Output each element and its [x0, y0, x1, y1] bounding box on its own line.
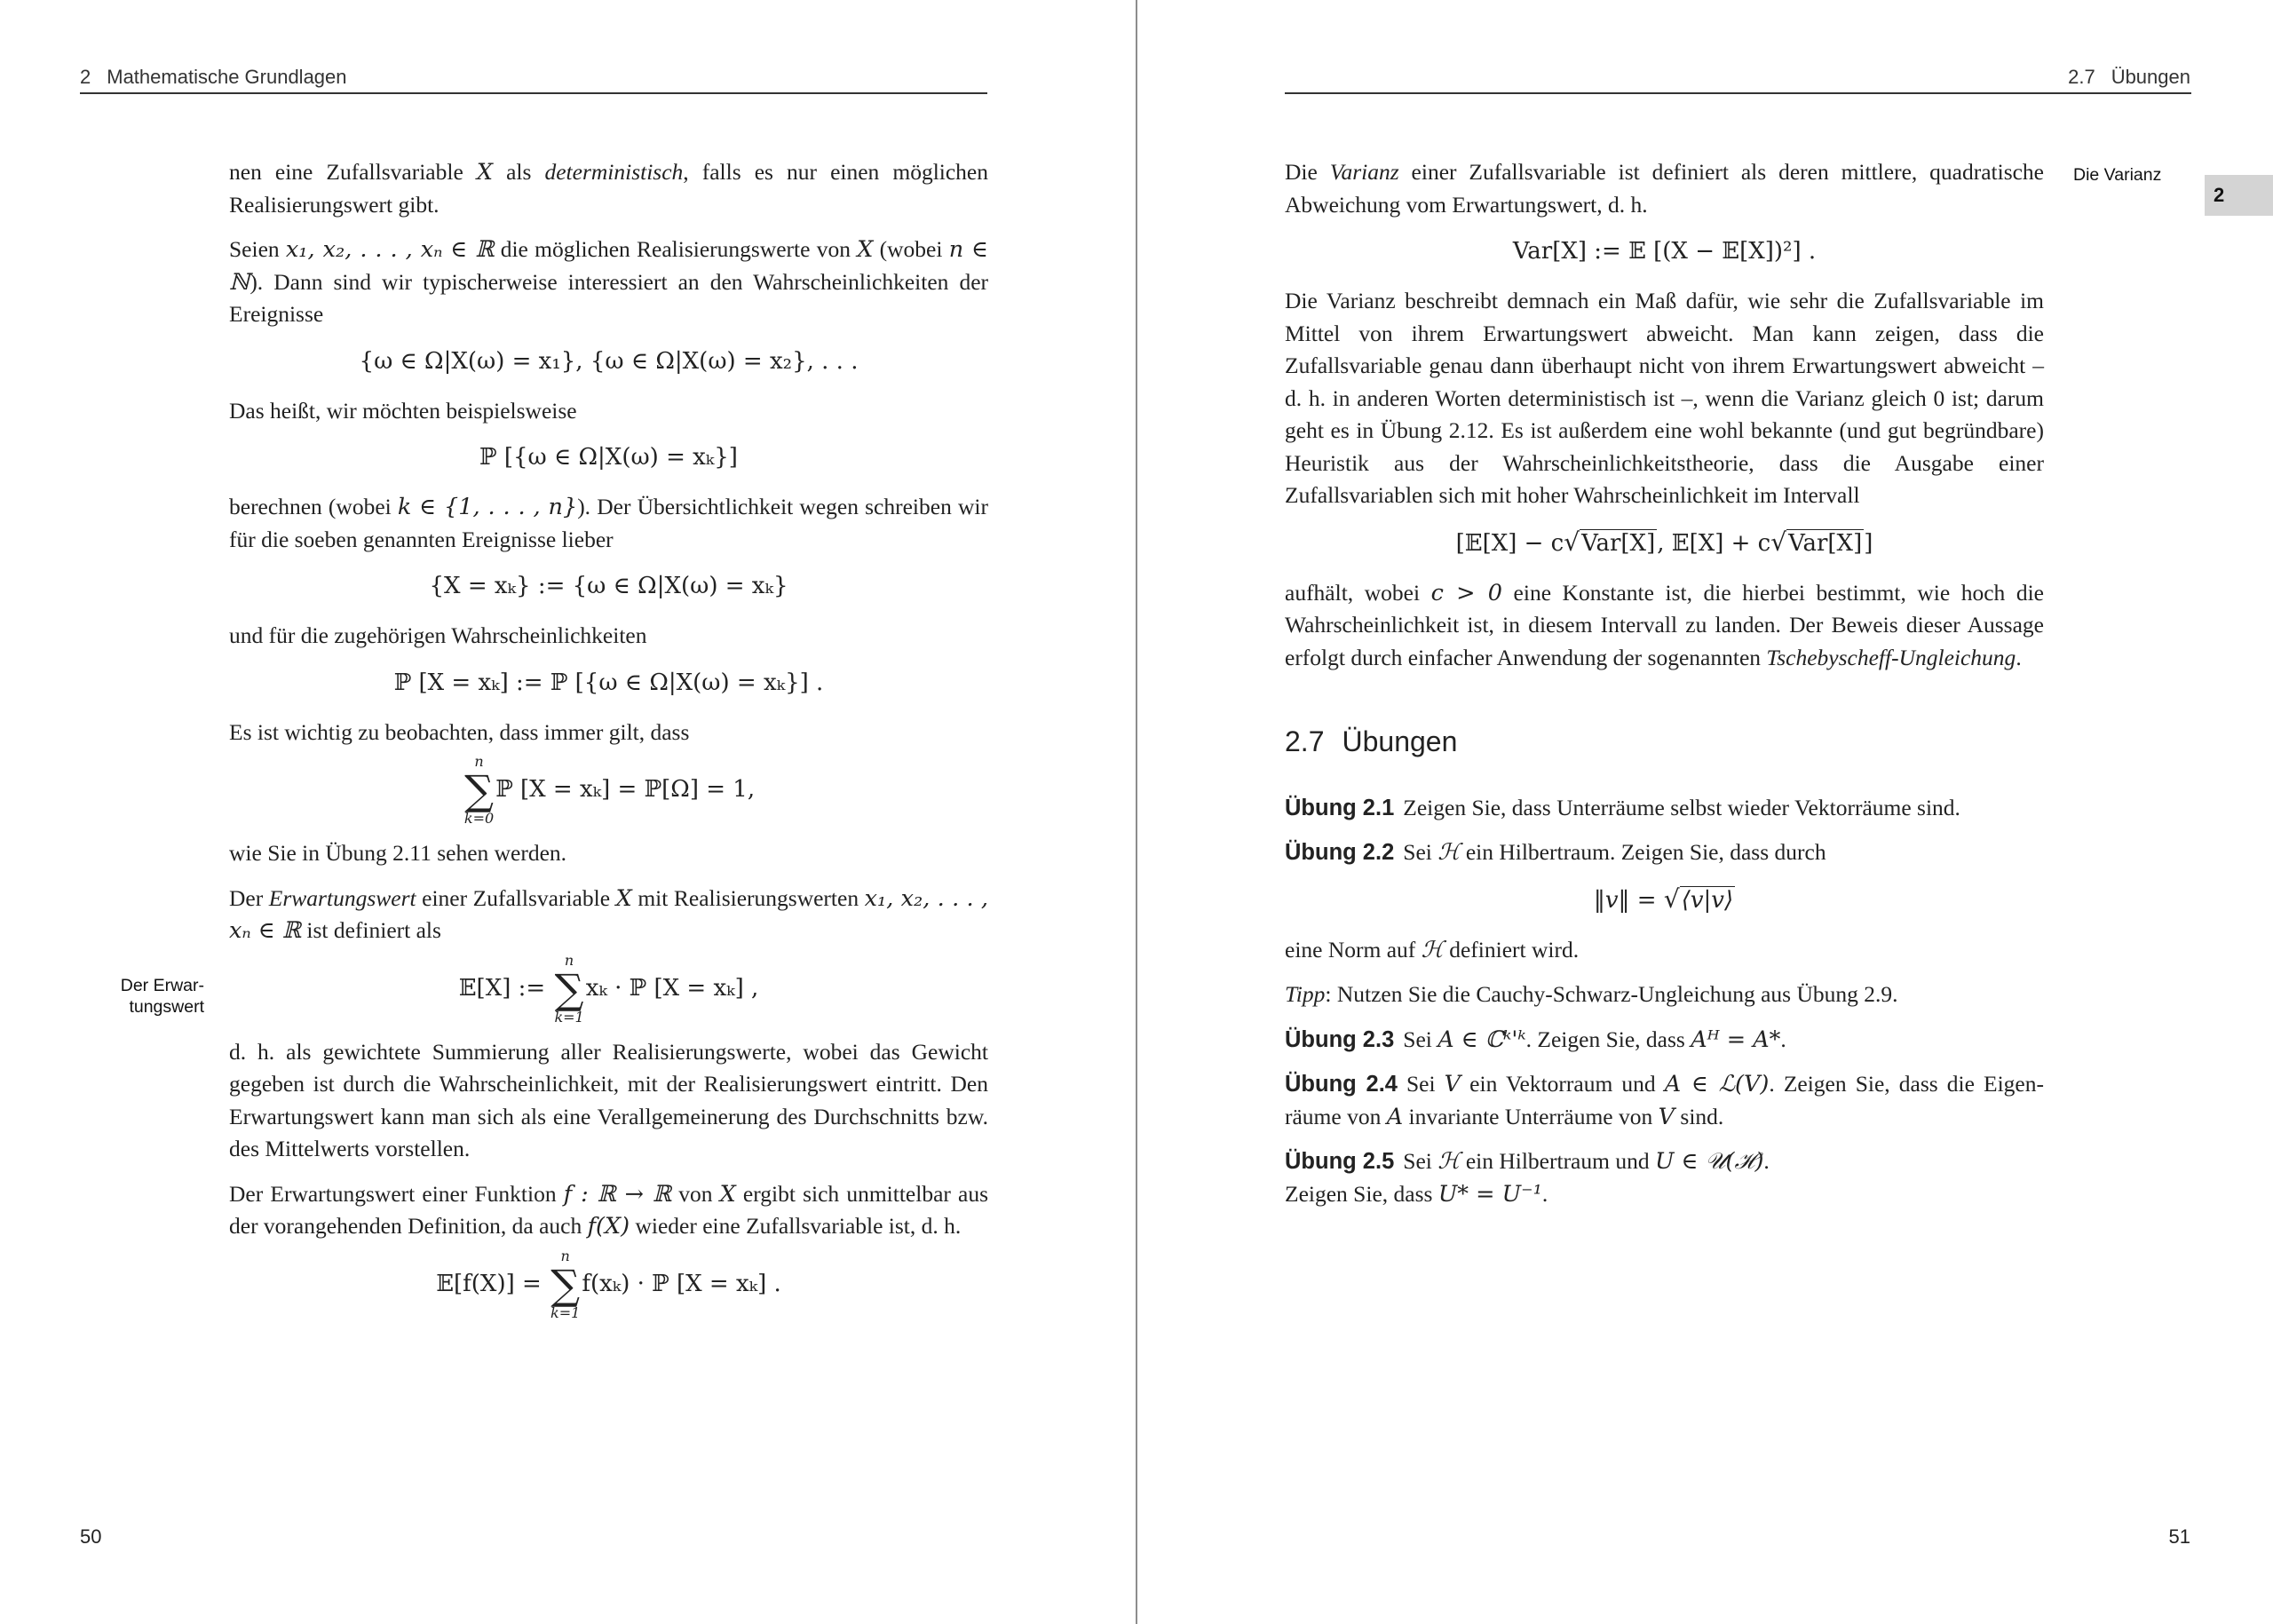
equation-interval: [𝔼[X] − c√Var[X], 𝔼[X] + c√Var[X]] — [1285, 525, 2044, 561]
exercise-2-4: Übung 2.4 Sei V ein Vektorraum und A ∈ ℒ(V). Zeigen Sie, dass die Eigenräume von A invariante Unterräume von V sind. — [1285, 1071, 2044, 1130]
sqrt: √Var[X] — [1770, 527, 1863, 557]
sum-operator: n ∑ k=1 — [550, 1247, 581, 1321]
paragraph: eine Norm auf ℋ definiert wird. — [1285, 936, 1580, 963]
chapter-thumb-tab: 2 — [2205, 175, 2273, 216]
chapter-title: Mathematische Grundlagen — [107, 66, 347, 88]
section-heading: 2.7 Übungen — [1285, 725, 1458, 757]
sum-operator: n ∑ k=0 — [463, 753, 495, 827]
margin-note-erwartungswert: Der Erwar- tungswert — [120, 976, 204, 1017]
left-body-text — [229, 156, 988, 1332]
section-number: 2.7 — [2068, 66, 2095, 88]
paragraph: Seien x₁, x₂, . . . , xₙ ∈ ℝ die möglichen Realisierungswerte von X (wobei n ∈ ℕ). Dann sind wir typischerweise interessiert an den Wahrscheinlichkeiten der Ereignisse — [229, 236, 988, 327]
equation: ℙ [X = xₖ] := ℙ [{ω ∈ Ω|X(ω) = xₖ}] . — [393, 669, 824, 696]
exercise-2-1: Übung 2.1 Zeigen Sie, dass Unterräume selbst wieder Vektorräume sind. — [1285, 794, 1960, 820]
running-head-left — [80, 66, 347, 89]
running-head-right — [2068, 66, 2190, 89]
sum-operator: n ∑ k=1 — [554, 951, 584, 1026]
paragraph: Das heißt, wir möchten beispielsweise — [229, 397, 577, 424]
page-number-left: 50 — [80, 1525, 102, 1548]
paragraph: Es ist wichtig zu beobachten, dass immer gilt, dass — [229, 718, 690, 745]
paragraph-erwartungswert: Der Erwartungswert einer Zufallsvariable X mit Realisierungswerten x₁, x₂, . . . , xₙ ∈ ℝ ist definiert als — [229, 884, 988, 944]
exercise-2-3: Übung 2.3 Sei A ∈ ℂᵏ'ᵏ. Zeigen Sie, dass Aᴴ = A*. — [1285, 1026, 1786, 1053]
right-body-text — [1285, 156, 2044, 1210]
exercise-2-2: Übung 2.2 Sei ℋ ein Hilbertraum. Zeigen Sie, dass durch — [1285, 839, 1826, 866]
margin-note-varianz: Die Varianz — [2073, 165, 2162, 185]
equation: {ω ∈ Ω|X(ω) = x₁}, {ω ∈ Ω|X(ω) = x₂}, . . . — [359, 347, 859, 375]
equation-variance: Var[X] := 𝔼 [(X − 𝔼[X])²] . — [1512, 238, 1817, 265]
paragraph: Der Erwartungswert einer Funktion f : ℝ → ℝ von X ergibt sich unmittelbar aus der vorangehenden Definition, da auch f(X) wieder eine Zufallsvariable ist, d. h. — [229, 1180, 989, 1240]
header-rule — [80, 92, 987, 94]
equation-expectation: 𝔼[X] := n ∑ k=1 xₖ · ℙ [X = xₖ] , — [458, 951, 759, 1026]
sqrt: √⟨v|v⟩ — [1663, 883, 1734, 914]
paragraph: wie Sie in Übung 2.11 sehen werden. — [229, 840, 567, 866]
exercise-2-5: Übung 2.5 Sei ℋ ein Hilbertraum und U ∈ 𝒰(ℋ). Zeigen Sie, dass U* = U⁻¹. — [1285, 1148, 1770, 1208]
paragraph: d. h. als gewichtete Summierung aller Realisierungswerte, wobei das Gewicht gegeben ist durch die Wahrscheinlichkeit, mit der Realisierungswert eintritt. Den Erwartungswert kann man sich als eine Verallgemeinerung des Durchschnitts bzw. des Mittelwerts vorstellen. — [229, 1038, 988, 1161]
equation-norm: ‖v‖ = √⟨v|v⟩ — [1285, 882, 2044, 918]
exercise-tip: Tipp: Nutzen Sie die Cauchy-Schwarz-Ungleichung aus Übung 2.9. — [1285, 981, 1898, 1007]
page-number-right: 51 — [2168, 1525, 2190, 1548]
sqrt: √Var[X] — [1564, 527, 1656, 557]
right-page — [1137, 0, 2273, 1624]
left-page — [0, 0, 1136, 1624]
equation: ℙ [{ω ∈ Ω|X(ω) = xₖ}] — [479, 444, 738, 471]
header-rule — [1285, 92, 2191, 94]
paragraph: nen eine Zufallsvariable X als deterministisch, falls es nur einen möglichen Realisierungswert gibt. — [229, 159, 989, 218]
section-title: Übungen — [2111, 66, 2190, 88]
paragraph: Die Varianz beschreibt demnach ein Maß dafür, wie sehr die Zufallsvariable im Mittel von ihrem Erwartungswert abweicht. Man kann zeigen, dass die Zufallsvariable genau dann überhaupt nicht von ihrem Erwartungswert abweicht – d. h. in anderen Worten deterministisch ist –, wenn die Varianz gleich 0 ist; darum geht es in Übung 2.12. Es ist außerdem eine wohl bekannte (und gut begründbare) Heuristik aus der Wahrscheinlichkeitstheorie, dass die Ausgabe einer Zufallsvariablen sich mit hoher Wahrscheinlichkeit im Intervall — [1285, 288, 2044, 508]
equation: {X = xₖ} := {ω ∈ Ω|X(ω) = xₖ} — [429, 573, 788, 599]
chapter-number: 2 — [80, 66, 91, 88]
equation-sum: n ∑ k=0 ℙ [X = xₖ] = ℙ[Ω] = 1, — [463, 753, 756, 827]
paragraph: aufhält, wobei c > 0 eine Konstante ist, die hierbei bestimmt, wie hoch die Wahrscheinlichkeit ist, in diesem Intervall zu landen. Der Beweis dieser Aussage erfolgt durch einfacher Anwendung der sogenannten Tschebyscheff-Ungleichung. — [1285, 579, 2044, 670]
paragraph: berechnen (wobei k ∈ {1, . . . , n}). Der Übersichtlichkeit wegen schreiben wir für die soeben genannten Ereignisse lieber — [229, 494, 988, 552]
paragraph: und für die zugehörigen Wahrscheinlichkeiten — [229, 622, 647, 648]
paragraph-varianz: Die Varianz einer Zufallsvariable ist definiert als deren mittlere, quadratische Abweichung vom Erwartungswert, d. h. — [1285, 159, 2045, 218]
equation-function-expectation: 𝔼[f(X)] = n ∑ k=1 f(xₖ) · ℙ [X = xₖ] . — [436, 1247, 781, 1321]
